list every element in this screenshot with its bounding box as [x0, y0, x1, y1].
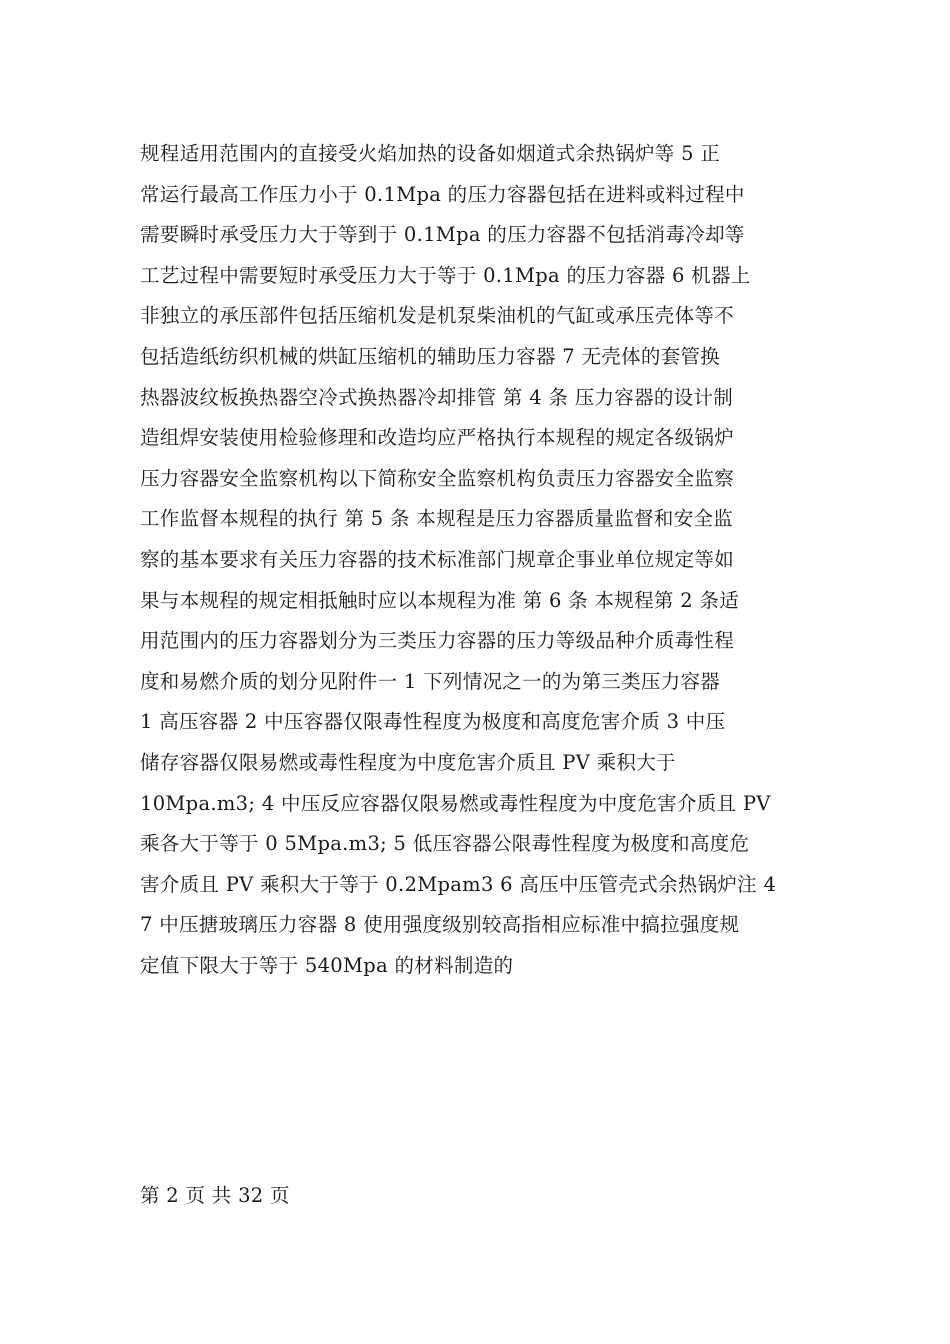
text-line-2: 常运行最高工作压力小于 0.1Mpa 的压力容器包括在进料或料过程中	[140, 182, 745, 206]
text-line-5: 非独立的承压部件包括压缩机发是机泵柴油机的气缸或承压壳体等不	[140, 304, 735, 328]
text-line-10: 工作监督本规程的执行 第 5 条 本规程是压力容器质量监督和安全监	[140, 507, 734, 531]
text-line-9: 压力容器安全监察机构以下简称安全监察机构负责压力容器安全监察	[140, 466, 735, 490]
text-line-14: 度和易燃介质的划分见附件一 1 下列情况之一的为第三类压力容器	[140, 669, 721, 693]
text-line-6: 包括造纸纺织机械的烘缸压缩机的辅助压力容器 7 无壳体的套管换	[140, 344, 721, 368]
text-line-12: 果与本规程的规定相抵触时应以本规程为准 第 6 条 本规程第 2 条适	[140, 588, 740, 612]
text-line-1: 规程适用范围内的直接受火焰加热的设备如烟道式余热锅炉等 5 正	[140, 142, 721, 165]
text-line-15: 1 高压容器 2 中压容器仅限毒性程度为极度和高度危害介质 3 中压	[140, 710, 726, 734]
text-line-21: 定值下限大于等于 540Mpa 的材料制造的	[140, 953, 514, 977]
text-line-8: 造组焊安装使用检验修理和改造均应严格执行本规程的规定各级锅炉	[140, 426, 735, 450]
text-line-18: 乘各大于等于 0 5Mpa.m3; 5 低压容器公限毒性程度为极度和高度危	[140, 832, 750, 856]
text-line-20: 7 中压搪玻璃压力容器 8 使用强度级别较高指相应标准中搞拉强度规	[140, 913, 740, 937]
text-line-13: 用范围内的压力容器划分为三类压力容器的压力等级品种介质毒性程	[140, 629, 735, 653]
text-line-4: 工艺过程中需要短时承受压力大于等于 0.1Mpa 的压力容器 6 机器上	[140, 263, 751, 287]
page-number: 第 2 页 共 32 页	[140, 1184, 290, 1207]
text-line-3: 需要瞬时承受压力大于等到于 0.1Mpa 的压力容器不包括消毒冷却等	[140, 223, 745, 247]
text-line-16: 储存容器仅限易燃或毒性程度为中度危害介质且 PV 乘积大于	[140, 750, 676, 774]
text-line-11: 察的基本要求有关压力容器的技术标准部门规章企事业单位规定等如	[140, 547, 735, 571]
text-line-7: 热器波纹板换热器空冷式换热器冷却排管 第 4 条 压力容器的设计制	[140, 385, 734, 409]
text-line-17: 10Mpa.m3; 4 中压反应容器仅限易燃或毒性程度为中度危害介质且 PV	[140, 791, 771, 815]
text-line-19: 害介质且 PV 乘积大于等于 0.2Mpam3 6 高压中压管壳式余热锅炉注 4	[140, 872, 777, 896]
body-text	[140, 134, 830, 986]
